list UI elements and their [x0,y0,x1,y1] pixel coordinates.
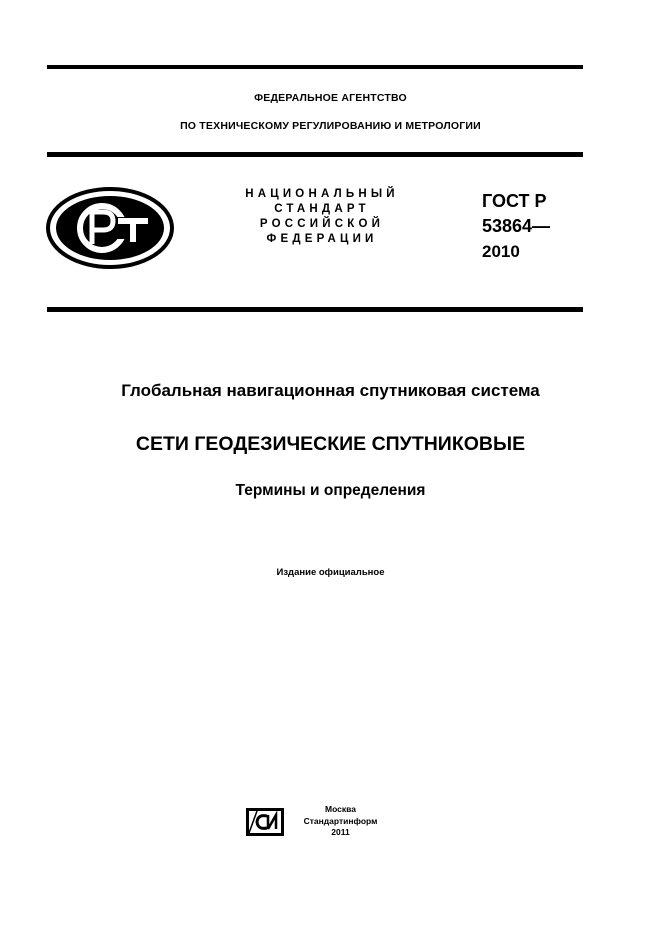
gost-year: 2010 [482,242,520,261]
agency-line-1: ФЕДЕРАЛЬНОЕ АГЕНТСТВО [254,92,407,104]
gost-line-2: 53864— [482,216,551,236]
national-line-1: НАЦИОНАЛЬНЫЙ [245,188,399,200]
publisher-block [293,804,388,839]
standartinform-logo-icon [245,807,285,842]
agency-line-2: ПО ТЕХНИЧЕСКОМУ РЕГУЛИРОВАНИЮ И МЕТРОЛОГИИ [180,120,481,132]
national-line-4: ФЕДЕРАЦИИ [266,233,378,245]
gost-designation [482,189,550,264]
title-subtitle: Термины и определения [235,482,426,499]
title-system: Глобальная навигационная спутниковая система [121,381,540,400]
edition-label: Издание официальное [276,567,385,578]
publisher-name: Стандартинформ [303,815,378,826]
rst-emblem-icon [45,186,175,275]
gost-line-1: ГОСТ Р [482,191,547,211]
block-rule [47,307,583,312]
national-line-2: СТАНДАРТ [274,203,370,215]
national-standard-label [232,187,412,247]
header-rule [47,152,583,157]
title-main: СЕТИ ГЕОДЕЗИЧЕСКИЕ СПУТНИКОВЫЕ [135,433,526,455]
national-line-3: РОССИЙСКОЙ [259,218,385,230]
top-rule [47,65,583,69]
publisher-city: Москва [325,804,356,814]
publisher-year: 2011 [331,827,350,837]
